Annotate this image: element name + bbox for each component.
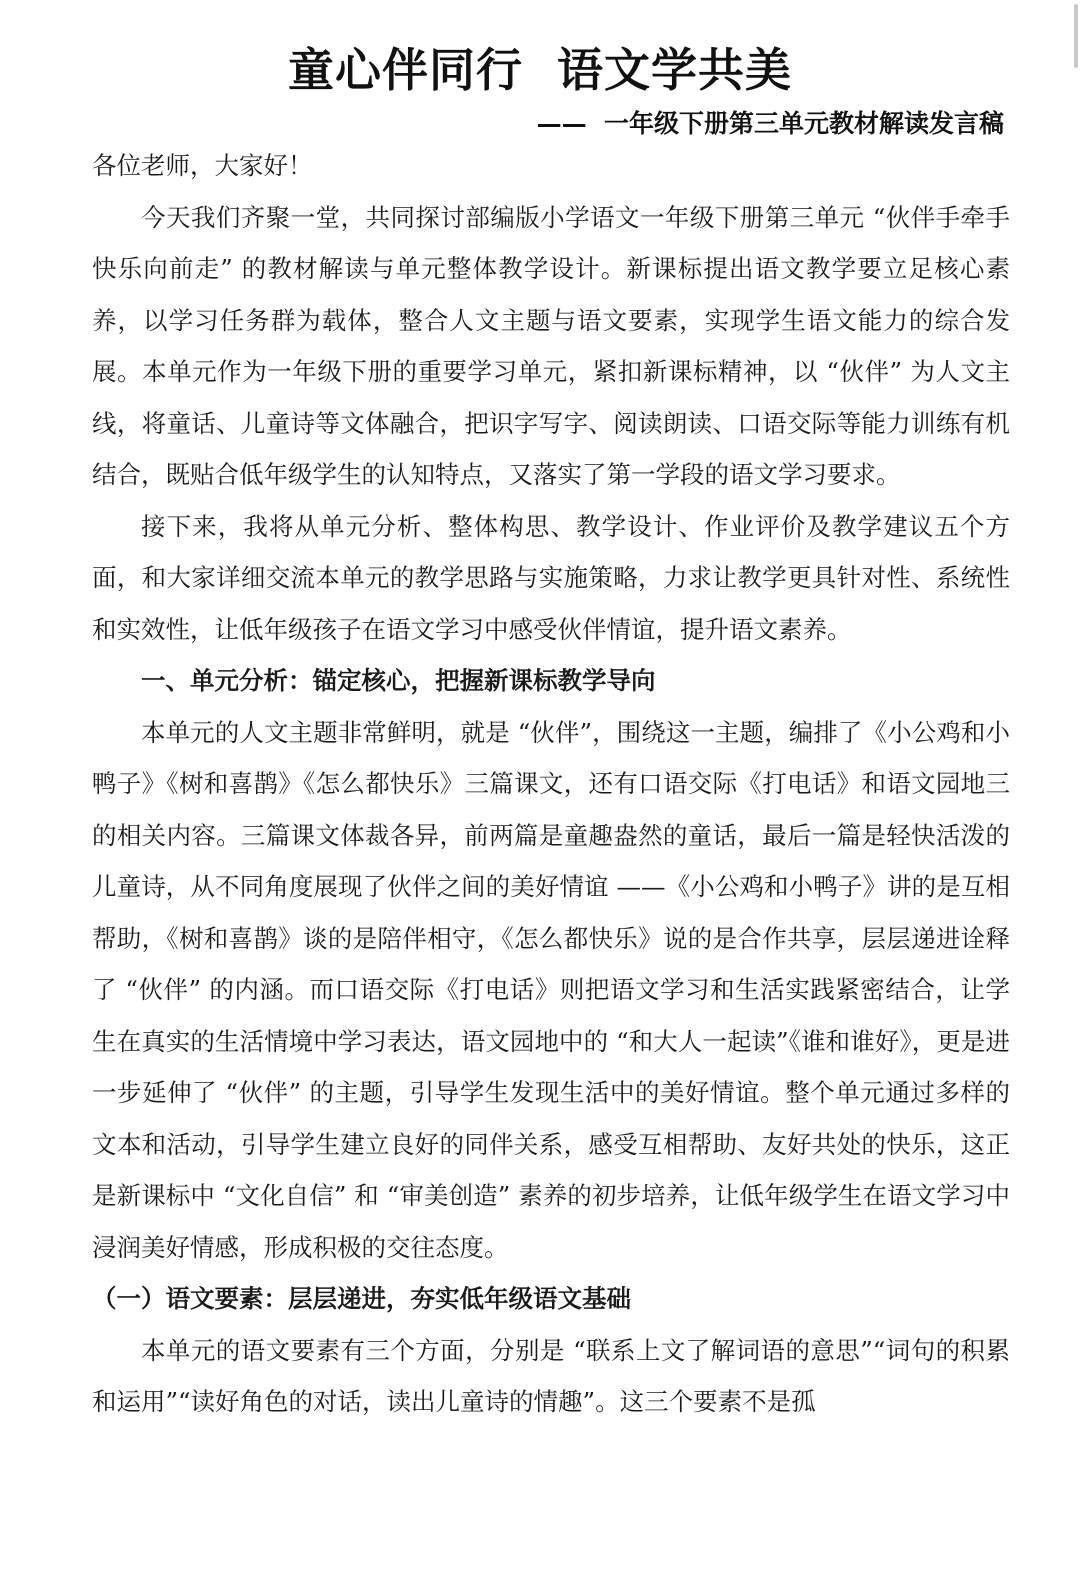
greeting-paragraph: 各位老师，大家好！ xyxy=(92,151,313,180)
document-title: 童心伴同行 语文学共美 xyxy=(287,43,793,97)
section-heading: 一、单元分析：锚定核心，把握新课标教学导向 xyxy=(141,666,656,695)
document-subtitle: —— 一年级下册第三单元教材解读发言稿 xyxy=(536,109,1004,138)
subsection-paragraph: 本单元的语文要素有三个方面，分别是 “联系上文了解词语的意思”“词句的积累和运用”“读好角色的对话，读出儿童诗的情趣”。这三个要素不是孤 xyxy=(92,1335,1010,1416)
document-body xyxy=(92,140,1010,1428)
overview-paragraph: 接下来，我将从单元分析、整体构思、教学设计、作业评价及教学建议五个方面，和大家详细交流本单元的教学思路与实施策略，力求让教学更具针对性、系统性和实效性，让低年级孩子在语文学习中感受伙伴情谊，提升语文素养。 xyxy=(92,511,1010,644)
section-paragraph: 本单元的人文主题非常鲜明，就是 “伙伴”，围绕这一主题，编排了《小公鸡和小鸭子》《树和喜鹊》《怎么都快乐》三篇课文，还有口语交际《打电话》和语文园地三的相关内容。三篇课文体裁各异，前两篇是童趣盎然的童话，最后一篇是轻快活泼的儿童诗，从不同角度展现了伙伴之间的美好情谊 ——《小公鸡和小鸭子》讲的是互相帮助，《树和喜鹊》谈的是陪伴相守，《怎么都快乐》说的是合作共享，层层递进诠释了 “伙伴” 的内涵。而口语交际《打电话》则把语文学习和生活实践紧密结合，让学生在真实的生活情境中学习表达，语文园地中的 “和大人一起读”《谁和谁好》，更是进一步延伸了 “伙伴” 的主题，引导学生发现生活中的美好情谊。整个单元通过多样的文本和活动，引导学生建立良好的同伴关系，感受互相帮助、友好共处的快乐，这正是新课标中 “文化自信” 和 “审美创造” 素养的初步培养，让低年级学生在语文学习中浸润美好情感，形成积极的交往态度。 xyxy=(92,717,1010,1262)
subsection-heading: （一）语文要素：层层递进，夯实低年级语文基础 xyxy=(92,1284,631,1313)
intro-paragraph: 今天我们齐聚一堂，共同探讨部编版小学语文一年级下册第三单元 “伙伴手牵手 快乐向前走” 的教材解读与单元整体教学设计。新课标提出语文教学要立足核心素养，以学习任务群为载体，整合人文主题与语文要素，实现学生语文能力的综合发展。本单元作为一年级下册的重要学习单元，紧扣新课标精神，以 “伙伴” 为人文主线，将童话、儿童诗等文体融合，把识字写字、阅读朗读、口语交际等能力训练有机结合，既贴合低年级学生的认知特点，又落实了第一学段的语文学习要求。 xyxy=(92,202,1010,489)
